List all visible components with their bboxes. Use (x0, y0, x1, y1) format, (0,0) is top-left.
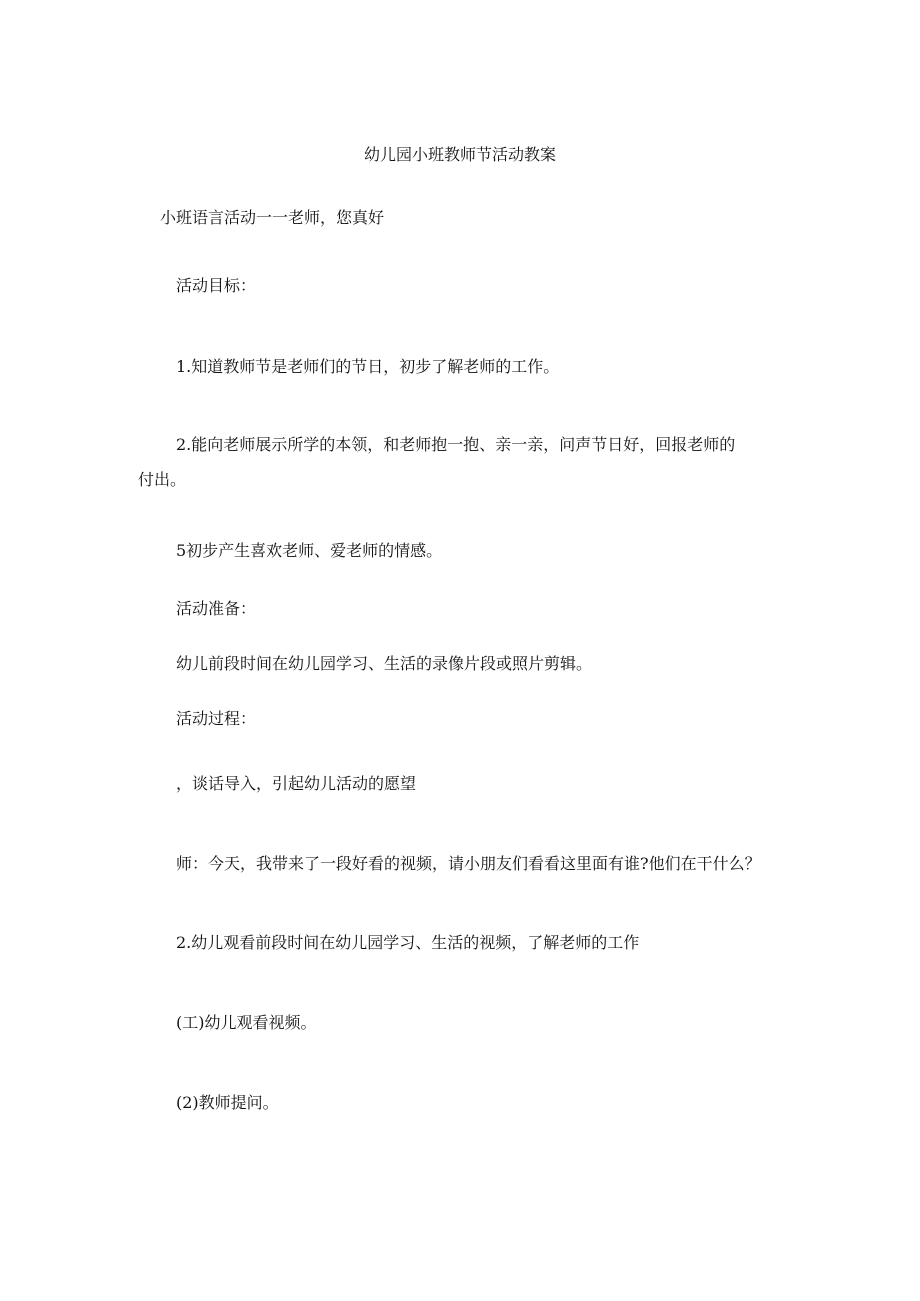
goal-item-3: 5初步产生喜欢老师、爱老师的情感。 (176, 541, 443, 560)
process-step-1: ，谈话导入，引起幼儿活动的愿望 (176, 774, 417, 793)
sub-step-2: (2)教师提问。 (176, 1093, 279, 1112)
goal-item-2-continued: 付出。 (138, 470, 187, 489)
goals-heading: 活动目标： (176, 276, 257, 295)
document-title: 幼儿园小班教师节活动教案 (363, 145, 556, 164)
sub-step-1: (工)幼儿观看视频。 (176, 1013, 317, 1032)
goal-item-2: 2.能向老师展示所学的本领，和老师抱一抱、亲一亲，问声节日好，回报老师的 (176, 435, 736, 454)
activity-subtitle: 小班语言活动一一老师，您真好 (160, 208, 385, 227)
prep-heading: 活动准备： (176, 599, 257, 618)
process-heading: 活动过程： (176, 709, 257, 728)
process-step-2: 2.幼儿观看前段时间在幼儿园学习、生活的视频，了解老师的工作 (176, 933, 640, 952)
prep-text: 幼儿前段时间在幼儿园学习、生活的录像片段或照片剪辑。 (176, 654, 593, 673)
teacher-dialogue: 师：今天，我带来了一段好看的视频，请小朋友们看看这里面有谁?他们在干什么？ (176, 854, 761, 873)
goal-item-1: 1.知道教师节是老师们的节日，初步了解老师的工作。 (176, 357, 560, 376)
